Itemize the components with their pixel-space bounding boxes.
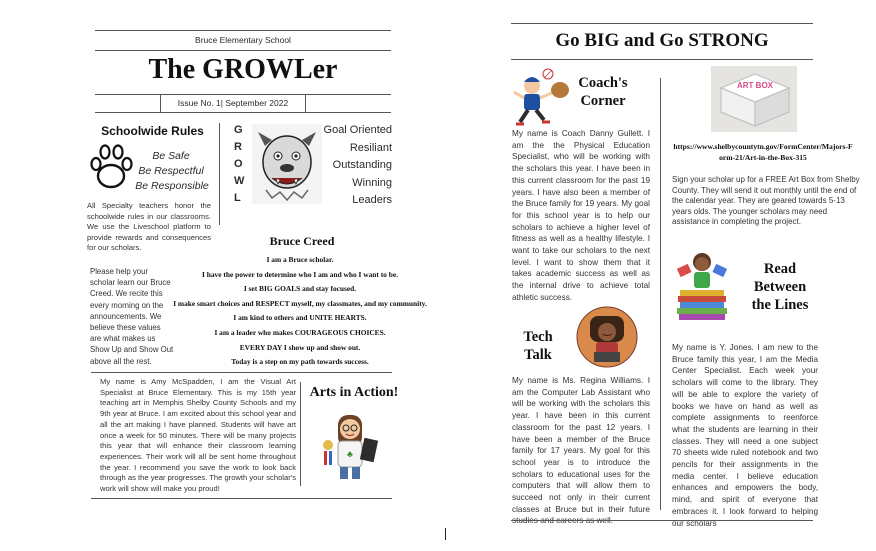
- growl-word: Leaders: [352, 194, 392, 206]
- creed-heading: Bruce Creed: [269, 234, 335, 248]
- rule: [511, 59, 813, 60]
- rule: [511, 520, 813, 521]
- rule: [91, 498, 392, 499]
- read-heading-line: the Lines: [751, 297, 809, 313]
- rule: [511, 23, 813, 24]
- growl-words: [310, 124, 392, 212]
- coach-heading: [572, 74, 634, 110]
- tech-heading-line: Talk: [524, 347, 552, 363]
- text-cursor: [445, 528, 446, 540]
- rule: [95, 112, 391, 113]
- creed-line: I make smart choices and RESPECT myself, my classmates, and my community.: [173, 298, 427, 308]
- svg-text:♣: ♣: [347, 449, 353, 459]
- coach-heading-line: Coach's: [578, 75, 628, 91]
- creed-line: EVERY DAY I show up and show out.: [239, 342, 361, 352]
- rule: [91, 372, 392, 373]
- tech-body: My name is Ms. Regina Williams. I am the Computer Lab Assistant who will be working with the scholars this year. I have been in this current classroom for the past 12 years. I have been a member of the Bruce family for 17 years. My goal for this school year is to introduce the scholars to educational uses for the computers that will allow them to succeed not only in their current classes at Bruce but in their future studies and careers as well.: [512, 376, 650, 526]
- creed-line: I set BIG GOALS and stay focused.: [243, 284, 357, 294]
- art-teacher-avatar-icon: [318, 405, 382, 481]
- art-heading: Arts in Action!: [309, 385, 399, 400]
- art-box-body: Sign your scholar up for a FREE Art Box from Shelby County. They will send it out monthly until the end of the calendar year. They are geared towards 5-13 years olds. The younger scholars may need assistance in completing the project.: [672, 175, 860, 227]
- growl-letters: [234, 124, 250, 209]
- coach-avatar-icon: [508, 66, 576, 128]
- creed-lines: [172, 255, 428, 372]
- creed-line: I am a Bruce scholar.: [266, 255, 334, 264]
- growl-letter: G: [234, 124, 243, 136]
- read-heading: [742, 260, 818, 314]
- rule: [95, 50, 391, 51]
- read-heading-line: Between: [753, 279, 807, 295]
- art-body: My name is Amy McSpadden, I am the Visual Art Specialist at Bruce Elementary. This is my 15th year teaching art in Memphis Shelby County Schools and my 9th year at Bruce. I am excited about this school year and all the art making I have planned. Students will have art once a week for 50 minutes. There will be many projects this year that will enhance their classroom learning experiences. Their work will all be sent home throughout the year. I recommend you save the work to look back through as the year progresses. The growth your scholar's work will show will make you proud!: [100, 377, 296, 494]
- column-rule: [300, 382, 301, 486]
- creed-line: I am kind to others and UNITE HEARTS.: [233, 313, 367, 323]
- column-rule: [219, 123, 220, 225]
- read-heading-line: Read: [763, 261, 797, 277]
- creed-note: Please help your scholar learn our Bruce Creed. We recite this every morning on the announcements. We believe these values are what makes us Show Up and Show Out above all the rest.: [90, 267, 174, 366]
- tech-avatar-icon: [576, 306, 638, 368]
- rule-respectful: Be Respectful: [138, 165, 204, 177]
- rules-heading: Schoolwide Rules: [101, 124, 204, 138]
- issue-info: Issue No. 1| September 2022: [177, 98, 289, 108]
- growl-word: Winning: [352, 176, 392, 189]
- growl-word: Goal Oriented: [323, 124, 392, 136]
- rule-safe: Be Safe: [152, 150, 190, 162]
- creed-line: I am a leader who makes COURAGEOUS CHOICES.: [214, 327, 386, 337]
- art-box-label: ART BOX: [737, 81, 773, 90]
- coach-body: My name is Coach Danny Gullett. I am the the Physical Education Specialist, who will be working with the scholars this year. I have been in this current classroom for the past 19 years. I have also been a member of the Bruce family for 19 years. My goal for this school year is to help our scholars to achieve a higher level of fitness as well as a healthy lifestyle. I want to take our scholars to the next level. I want to show them that it takes academic success as well as the internal drive to achieve total athletic success.: [512, 129, 650, 302]
- art-box-url[interactable]: https://www.shelbycountytn.gov/FormCenter/Majors-Form-21/Art-in-the-Box-315: [673, 142, 853, 162]
- growl-letter: L: [234, 192, 241, 204]
- growl-word: Outstanding: [332, 159, 392, 171]
- tech-heading: [512, 328, 564, 364]
- creed-line: I have the power to determine who I am and who I want to be.: [202, 269, 398, 279]
- growl-letter: W: [234, 175, 245, 187]
- growl-letter: R: [234, 141, 242, 153]
- creed-line: Today is a step on my path towards success.: [231, 357, 369, 367]
- art-box-image: [711, 66, 797, 132]
- growl-letter: O: [234, 158, 243, 170]
- reading-girl-avatar-icon: [672, 244, 732, 324]
- column-rule: [660, 78, 661, 510]
- right-page-title: Go BIG and Go STRONG: [555, 30, 769, 51]
- rule-responsible: Be Responsible: [135, 180, 209, 192]
- paw-icon: [88, 142, 134, 192]
- rule: [95, 30, 391, 31]
- rules-body: All Specialty teachers honor the schoolwide rules in our classrooms. We use the Liveschool platform to provide rewards and consequences for our scholars.: [87, 201, 211, 253]
- newsletter-title: The GROWLer: [148, 54, 338, 85]
- coach-heading-line: Corner: [580, 93, 626, 109]
- growl-word: Resiliant: [349, 141, 392, 154]
- read-body: My name is Y. Jones. I am new to the Bruce family this year, I am the Media Center Specialist. Each week your scholars will come to the library. They will be able to explore the variety of books we have on hand as well as complete assignments to reenforce what the students are learning in their classes. They will need a one subject 70 sheets wide ruled notebook and two pencils for their assignments in the media center. I believe education enhances and empowers the body, mind, and spirit of everyone that embraces it. I look forward to helping our scholars: [672, 343, 818, 528]
- tech-heading-line: Tech: [523, 329, 553, 345]
- school-name: Bruce Elementary School: [195, 35, 291, 45]
